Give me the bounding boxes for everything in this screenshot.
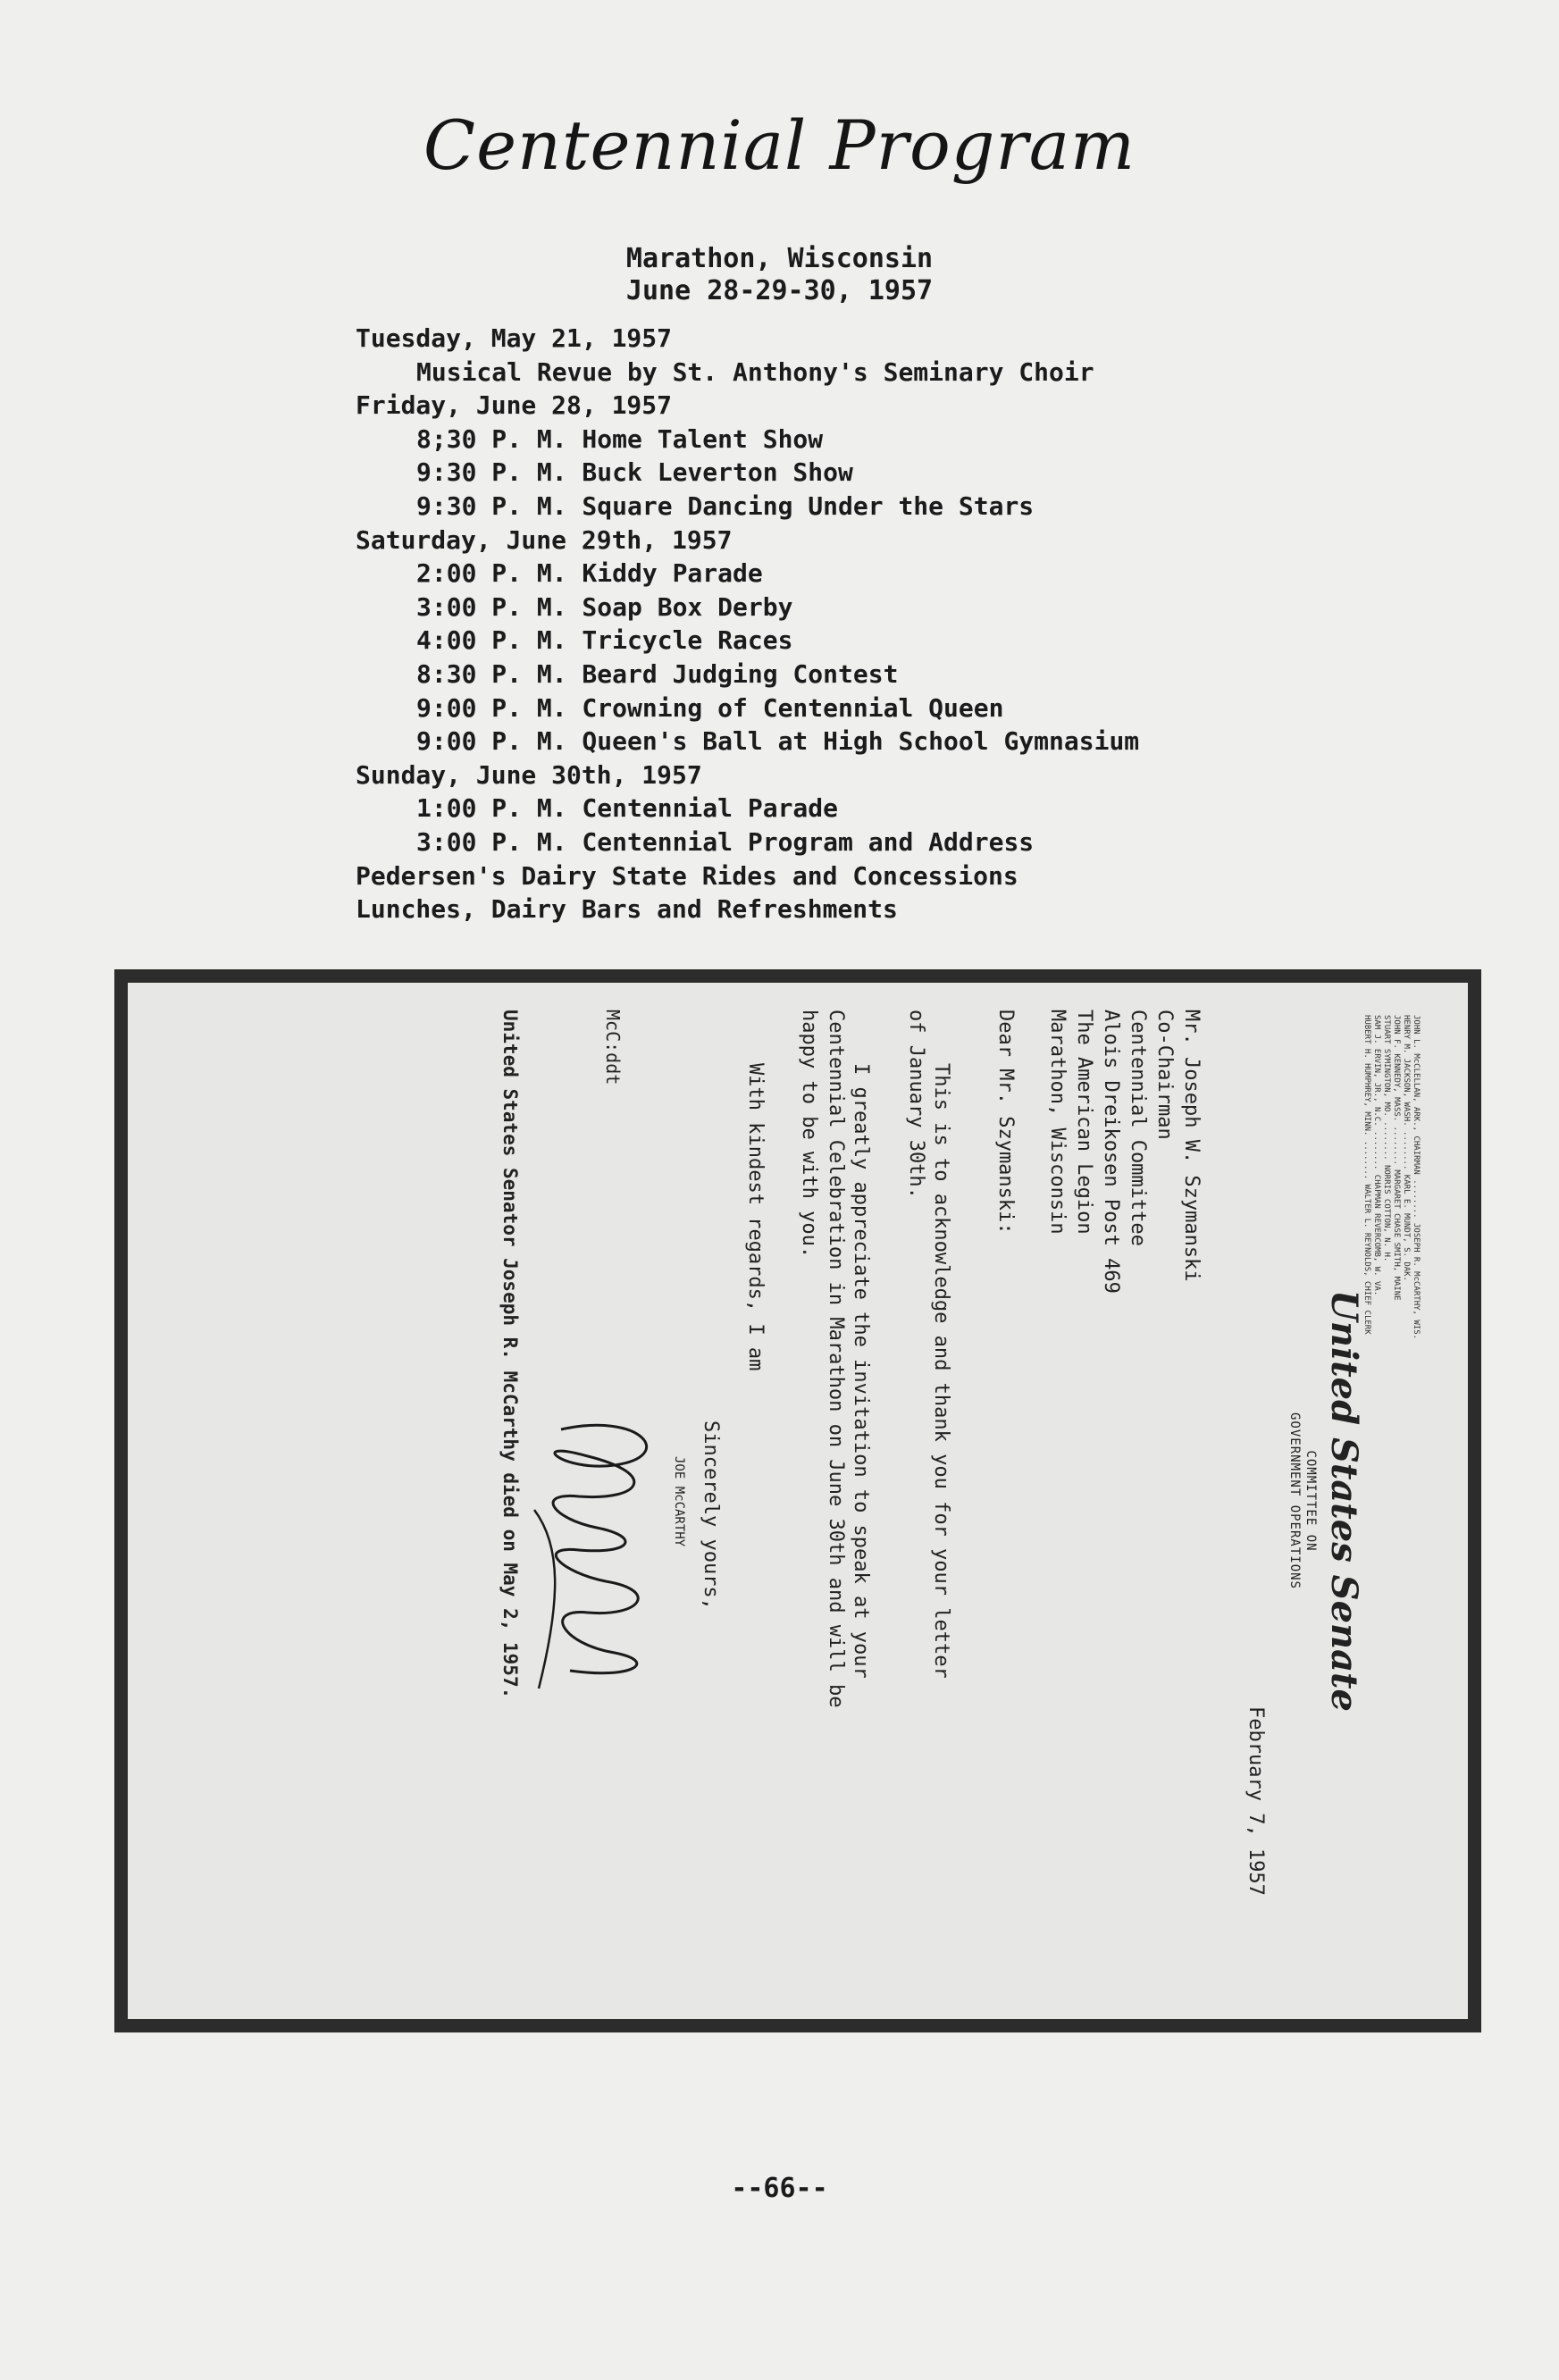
- schedule-line: 3:00 P. M. Centennial Program and Address: [416, 826, 1035, 857]
- letterhead: United States Senate: [1323, 1290, 1365, 1712]
- schedule-line: 9:00 P. M. Crowning of Centennial Queen: [416, 692, 1004, 723]
- committee-line: COMMITTEE ON: [1303, 1450, 1318, 1552]
- schedule-line: 9:00 P. M. Queen's Ball at High School Gymnasium: [416, 726, 1140, 757]
- schedule-line: Musical Revue by St. Anthony's Seminary Choir: [416, 356, 1094, 387]
- typist-initials: McC:ddt: [602, 1010, 624, 1085]
- signature-image: [516, 1403, 695, 1697]
- body-paragraph-1: This is to acknowledge and thank you for your letter: [930, 1063, 952, 1679]
- place-line: Marathon, Wisconsin: [625, 243, 934, 274]
- body-paragraph-2: I greatly appreciate the invitation to speak at your: [850, 1063, 872, 1679]
- schedule-line: 9:30 P. M. Buck Leverton Show: [416, 457, 853, 488]
- schedule-line: Saturday, June 29th, 1957: [356, 524, 733, 555]
- schedule-line: Pedersen's Dairy State Rides and Concessions: [356, 860, 1018, 891]
- address-line: Co-Chairman: [1153, 1010, 1176, 1140]
- salutation: Dear Mr. Szymanski:: [994, 1010, 1017, 1235]
- memorial-note: United States Senator Joseph R. McCarthy died on May 2, 1957.: [499, 1010, 521, 1699]
- committee-roster: JOHN L. McCLELLAN, ARK., CHAIRMAN ........ JOSEPH R. McCARTHY, WIS. HENRY M. JACKSON, WASH. ........ KARL E. MUNDT, S. DAK. JOHN F. KENNEDY, MASS. ........ MARGARET CHASE SMITH, MAINE STUART SYMINGTON, MO. ........ NORRIS COTTON, N. H. SAM J. ERVIN, JR., N.C. ........ CHAPMAN REVERCOMB, W. VA. HUBERT H. HUMPHREY, MINN. ........ WALTER L. REYNOLDS, CHIEF CLERK: [1362, 1015, 1421, 1340]
- body-paragraph-2-end: happy to be with you.: [798, 1010, 820, 1259]
- schedule-line: Friday, June 28, 1957: [356, 390, 673, 421]
- dates-line: June 28-29-30, 1957: [625, 275, 934, 306]
- schedule-line: Lunches, Dairy Bars and Refreshments: [356, 894, 898, 925]
- schedule-line: Sunday, June 30th, 1957: [356, 759, 702, 790]
- schedule-line: 8:30 P. M. Beard Judging Contest: [416, 658, 899, 689]
- schedule-line: 3:00 P. M. Soap Box Derby: [416, 591, 793, 622]
- closing-line: Sincerely yours,: [700, 1420, 722, 1610]
- address-line: Mr. Joseph W. Szymanski: [1180, 1010, 1203, 1282]
- address-line: Alois Dreikosen Post 469: [1100, 1010, 1122, 1294]
- signature-typed-name: JOE McCARTHY: [672, 1456, 686, 1547]
- page-title: Centennial Program: [423, 105, 1136, 185]
- address-line: The American Legion: [1073, 1010, 1095, 1235]
- recipient-address: [1044, 1010, 1204, 1635]
- regards-line: With kindest regards, I am: [744, 1063, 767, 1371]
- committee-name: [1287, 1010, 1319, 1992]
- body-paragraph-2-cont: Centennial Celebration in Marathon on June 30th and will be: [825, 1010, 847, 1708]
- schedule-line: Tuesday, May 21, 1957: [356, 323, 673, 353]
- schedule-line: 4:00 P. M. Tricycle Races: [416, 625, 793, 656]
- page-number: --66--: [731, 2173, 828, 2204]
- program-schedule: [356, 322, 1249, 926]
- schedule-line: 9:30 P. M. Square Dancing Under the Stars: [416, 490, 1035, 521]
- schedule-line: 1:00 P. M. Centennial Parade: [416, 793, 839, 824]
- letter-frame: [114, 969, 1481, 2032]
- committee-line: GOVERNMENT OPERATIONS: [1287, 1412, 1302, 1589]
- address-line: Marathon, Wisconsin: [1046, 1010, 1069, 1235]
- letter-date: February 7, 1957: [1245, 1706, 1267, 1896]
- senate-letter: [195, 1010, 1421, 1992]
- body-paragraph-1-cont: of January 30th.: [905, 1010, 927, 1199]
- schedule-line: 8;30 P. M. Home Talent Show: [416, 423, 824, 454]
- schedule-line: 2:00 P. M. Kiddy Parade: [416, 558, 763, 589]
- address-line: Centennial Committee: [1127, 1010, 1149, 1246]
